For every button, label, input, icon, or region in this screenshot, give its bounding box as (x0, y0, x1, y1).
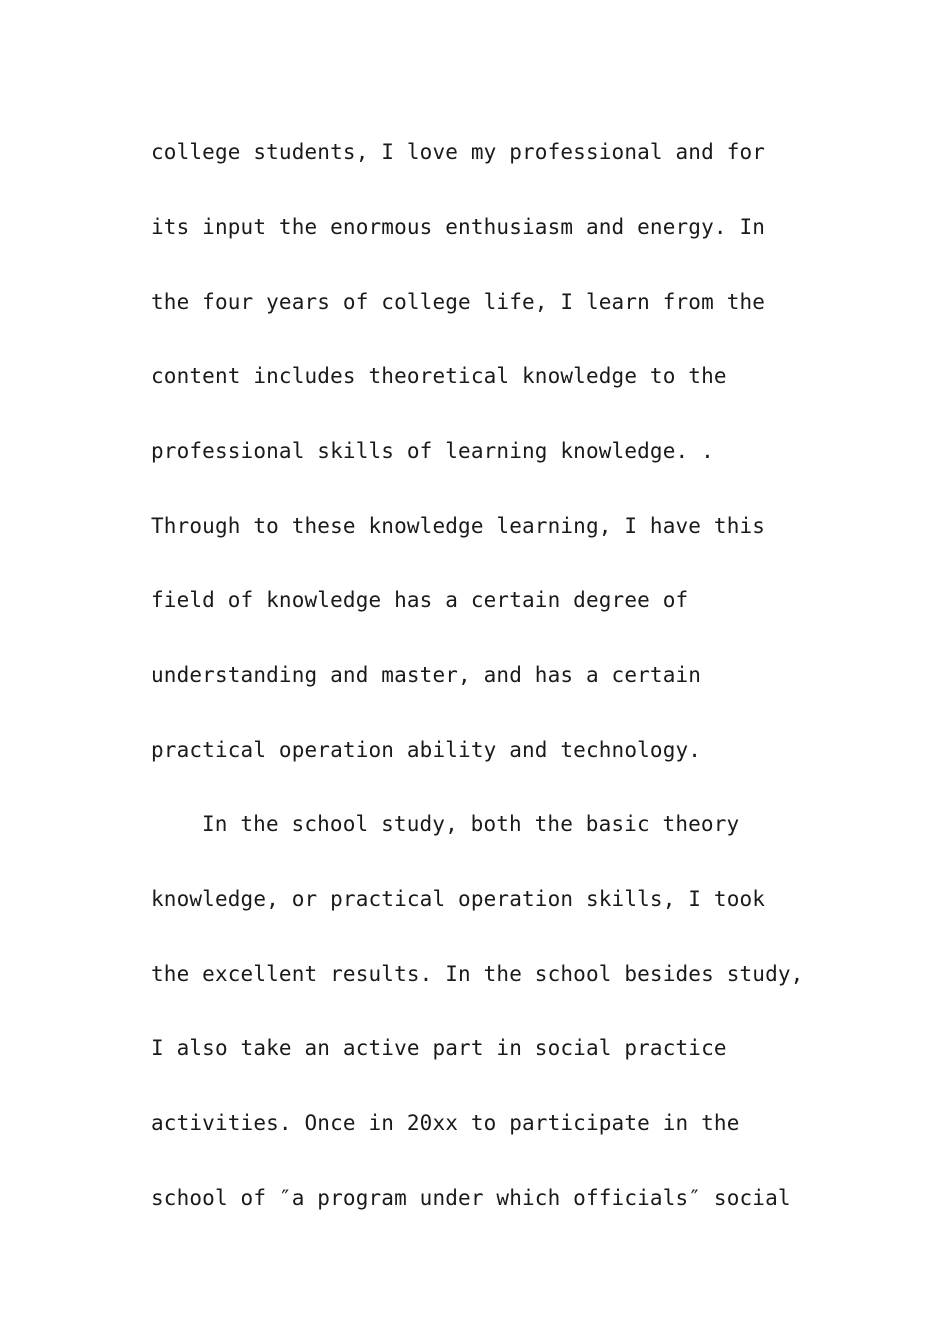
text-line: its input the enormous enthusiasm and energy. In (151, 215, 766, 239)
text-line: activities. Once in 20xx to participate in the (151, 1111, 740, 1135)
text-line: understanding and master, and has a certain (151, 663, 702, 687)
text-line: the four years of college life, I learn from the (151, 290, 766, 314)
text-line: I also take an active part in social practice (151, 1036, 727, 1060)
paragraph-first-line: In the school study, both the basic theory (202, 812, 740, 836)
text-line: content includes theoretical knowledge to the (151, 364, 727, 388)
text-line: the excellent results. In the school besides study, (151, 962, 804, 986)
text-line: field of knowledge has a certain degree of (151, 588, 689, 612)
text-line: knowledge, or practical operation skills, I took (151, 887, 766, 911)
text-line: college students, I love my professional and for (151, 140, 766, 164)
text-line: Through to these knowledge learning, I have this (151, 514, 766, 538)
text-line: professional skills of learning knowledge. . (151, 439, 714, 463)
text-line: school of ″a program under which officials″ social (151, 1186, 791, 1210)
text-line: practical operation ability and technology. (151, 738, 702, 762)
